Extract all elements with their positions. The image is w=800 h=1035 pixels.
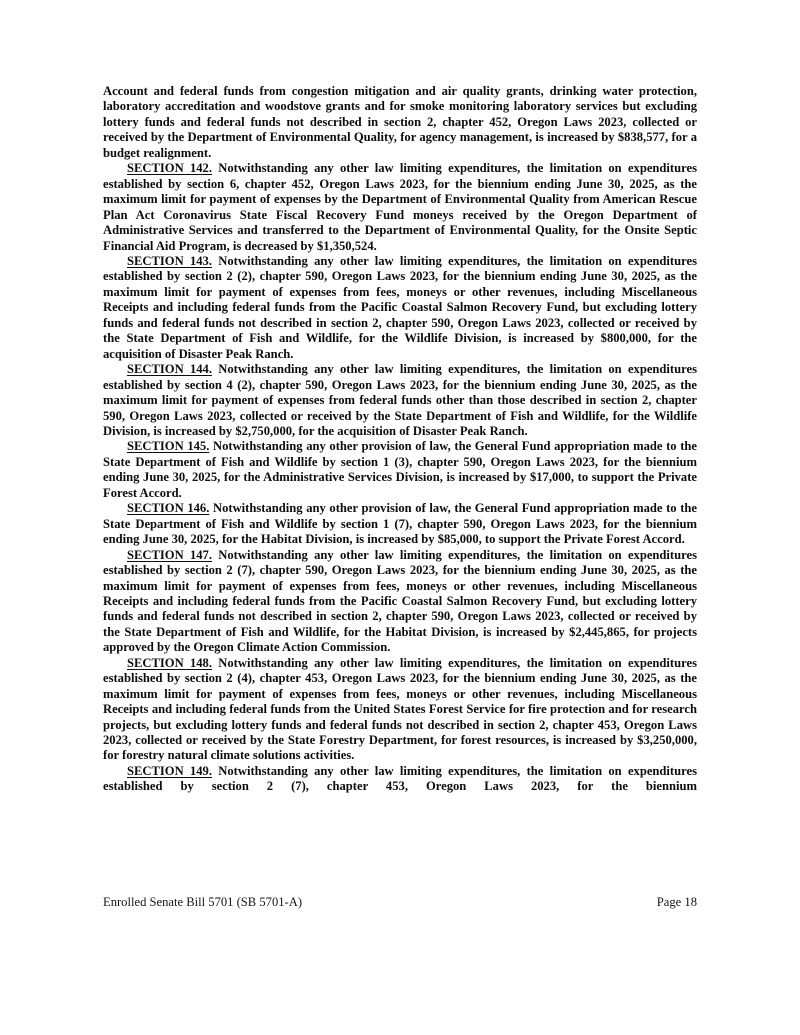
section-paragraph-145 bbox=[103, 439, 697, 501]
section-text: Notwithstanding any other law limiting expenditures, the limitation on expenditures established by section 6, chapter 452, Oregon Laws 2023, for the biennium ending June 30, 2025, as the maximum limit for payment of expenses by the Department of Environmental Quality from American Rescue Plan Act Coronavirus State Fiscal Recovery Fund moneys received by the Oregon Department of Administrative Services and transferred to the Department of Environmental Quality, for the Onsite Septic Financial Aid Program, is decreased by $1,350,524. bbox=[103, 161, 697, 253]
section-text: Notwithstanding any other law limiting expenditures, the limitation on expenditures established by section 2 (7), chapter 453, Oregon Laws 2023, for the biennium bbox=[103, 763, 697, 794]
section-paragraph-142 bbox=[103, 161, 697, 254]
section-number: SECTION 145. bbox=[127, 439, 210, 454]
section-text: Notwithstanding any other provision of law, the General Fund appropriation made to the State Department of Fish and Wildlife by section 1 (7), chapter 590, Oregon Laws 2023, for the biennium ending June 30, 2025, for the Habitat Division, is increased by $85,000, to support the Private Forest Accord. bbox=[103, 501, 697, 547]
section-number: SECTION 147. bbox=[127, 547, 212, 562]
paragraph-text: Account and federal funds from congestion mitigation and air quality grants, drinking water protection, laboratory accreditation and woodstove grants and for smoke monitoring laboratory services but excluding lottery funds and federal funds not described in section 2, chapter 452, Oregon Laws 2023, collected or received by the Department of Environmental Quality, for agency management, is increased by $838,577, for a budget realignment. bbox=[103, 84, 697, 160]
section-paragraph-146 bbox=[103, 501, 697, 547]
section-number: SECTION 142. bbox=[127, 161, 212, 176]
footer-page-number: Page 18 bbox=[656, 895, 697, 909]
section-paragraph-147 bbox=[103, 548, 697, 656]
section-number: SECTION 148. bbox=[127, 655, 212, 670]
footer-bill-title: Enrolled Senate Bill 5701 (SB 5701-A) bbox=[103, 895, 303, 909]
bill-text-block bbox=[103, 84, 697, 795]
section-paragraph-144 bbox=[103, 362, 697, 439]
section-text: Notwithstanding any other law limiting expenditures, the limitation on expenditures established by section 4 (2), chapter 590, Oregon Laws 2023, for the biennium ending June 30, 2025, as the maximum limit for payment of expenses from federal funds other than those described in section 2, chapter 590, Oregon Laws 2023, collected or received by the State Department of Fish and Wildlife, for the Wildlife Division, is increased by $2,750,000, for the acquisition of Disaster Peak Ranch. bbox=[103, 362, 697, 438]
section-text: Notwithstanding any other law limiting expenditures, the limitation on expenditures established by section 2 (4), chapter 453, Oregon Laws 2023, for the biennium ending June 30, 2025, as the maximum limit for payment of expenses from fees, moneys or other revenues, including Miscellaneous Receipts and including federal funds from the United States Forest Service for fire protection and for research projects, but excluding lottery funds and federal funds not described in section 2, chapter 453, Oregon Laws 2023, collected or received by the State Forestry Department, for forest resources, is increased by $3,250,000, for forestry natural climate solutions activities. bbox=[103, 655, 697, 763]
section-number: SECTION 146. bbox=[127, 501, 210, 516]
continuation-paragraph bbox=[103, 84, 697, 161]
section-number: SECTION 144. bbox=[127, 362, 212, 377]
section-number: SECTION 149. bbox=[127, 763, 212, 778]
section-text: Notwithstanding any other law limiting expenditures, the limitation on expenditures established by section 2 (2), chapter 590, Oregon Laws 2023, for the biennium ending June 30, 2025, as the maximum limit for payment of expenses from fees, moneys or other revenues, including Miscellaneous Receipts and including federal funds from the Pacific Coastal Salmon Recovery Fund, but excluding lottery funds and federal funds not described in section 2, chapter 590, Oregon Laws 2023, collected or received by the State Department of Fish and Wildlife, for the Wildlife Division, is increased by $800,000, for the acquisition of Disaster Peak Ranch. bbox=[103, 253, 697, 361]
page-footer bbox=[103, 895, 697, 910]
section-number: SECTION 143. bbox=[127, 253, 212, 268]
section-paragraph-148 bbox=[103, 656, 697, 764]
section-text: Notwithstanding any other law limiting expenditures, the limitation on expenditures established by section 2 (7), chapter 590, Oregon Laws 2023, for the biennium ending June 30, 2025, as the maximum limit for payment of expenses from fees, moneys or other revenues, including Miscellaneous Receipts and including federal funds from the Pacific Coastal Salmon Recovery Fund, but excluding lottery funds and federal funds not described in section 2, chapter 590, Oregon Laws 2023, collected or received by the State Department of Fish and Wildlife, for the Habitat Division, is increased by $2,445,865, for projects approved by the Oregon Climate Action Commission. bbox=[103, 547, 697, 655]
section-paragraph-143 bbox=[103, 254, 697, 362]
section-paragraph-149 bbox=[103, 764, 697, 795]
section-text: Notwithstanding any other provision of law, the General Fund appropriation made to the State Department of Fish and Wildlife by section 1 (3), chapter 590, Oregon Laws 2023, for the biennium ending June 30, 2025, for the Administrative Services Division, is increased by $17,000, to support the Private Forest Accord. bbox=[103, 439, 697, 500]
